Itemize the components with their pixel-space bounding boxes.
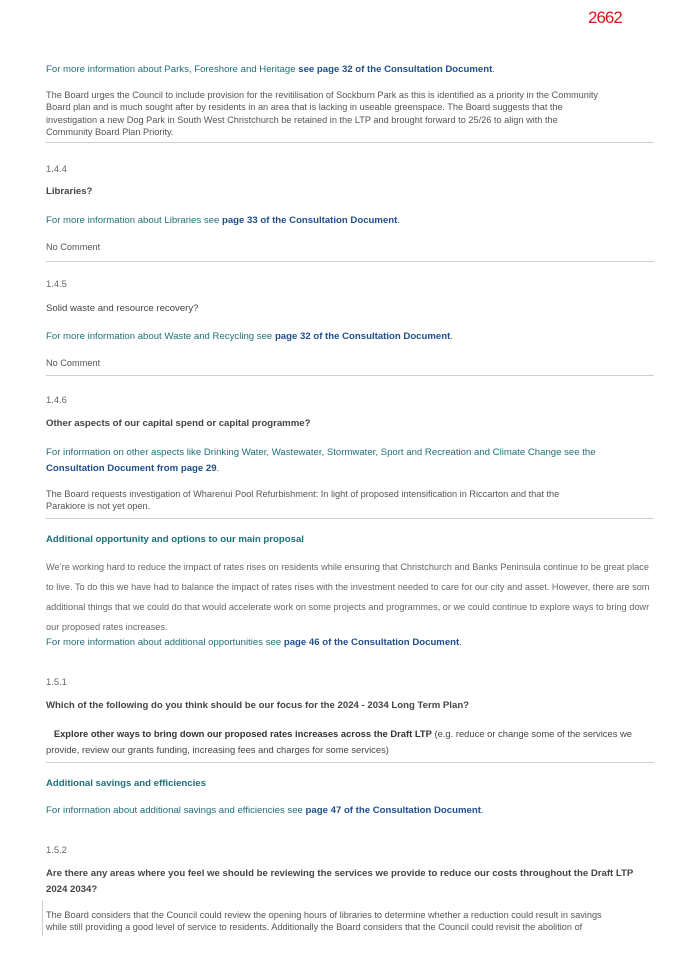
- question-number: 1.4.5: [46, 278, 67, 289]
- question-title: Which of the following do you think should be our focus for the 2024 - 2034 Long Term Plan?: [46, 700, 470, 711]
- info-text: .: [459, 637, 462, 648]
- info-text: .: [480, 805, 484, 816]
- section-title: Additional opportunity and options to our main proposal: [46, 534, 304, 545]
- waste-info-line: [46, 329, 453, 345]
- question-number: 1.5.2: [46, 844, 67, 855]
- question-title: Are there any areas where you feel we should be reviewing the services we provide to reduce our costs throughout the Draft LTP 2024 2034?: [46, 868, 634, 895]
- answer-text: No Comment: [46, 358, 101, 368]
- info-text: .: [216, 463, 220, 474]
- info-text: For information about additional savings and efficiencies see: [46, 805, 306, 816]
- document-reference-link[interactable]: page 47 of the Consultation Document: [305, 805, 481, 816]
- info-text: For more information about Libraries see: [46, 215, 222, 226]
- info-text: .: [450, 331, 453, 342]
- answer-text: The Board considers that the Council could review the opening hours of libraries to determine whether a reduction could result in savings while still providing a good level of service to residents. Additionally the Board considers that the Council could revisit the abolition of: [46, 910, 602, 933]
- question-number: 1.4.4: [46, 163, 67, 174]
- question-title: Libraries?: [46, 186, 93, 197]
- document-reference-link[interactable]: page 46 of the Consultation Document: [283, 637, 460, 648]
- divider: [46, 762, 654, 763]
- answer-text: The Board requests investigation of Wharenui Pool Refurbishment: In light of proposed intensification in Riccarton and that the Parakiore is not yet open.: [46, 489, 560, 512]
- info-text: .: [397, 215, 401, 226]
- libraries-info-line: [46, 213, 400, 229]
- capital-info-line: [46, 445, 654, 477]
- selected-option: [46, 726, 654, 758]
- info-text: For information on other aspects like Drinking Water, Wastewater, Stormwater, Sport and Recreation and Climate Change see the: [46, 447, 596, 458]
- document-reference-link[interactable]: Consultation Document from page 29: [46, 463, 217, 474]
- info-text: For more information about Parks, Foreshore and Heritage: [46, 64, 299, 75]
- document-reference-link[interactable]: page 33 of the Consultation Document: [221, 215, 398, 226]
- divider: [46, 261, 654, 262]
- savings-info-line: [46, 803, 484, 819]
- parks-info-line: [46, 62, 495, 78]
- divider: [46, 518, 654, 519]
- answer-text: No Comment: [46, 242, 101, 252]
- question-title: Solid waste and resource recovery?: [46, 303, 199, 314]
- info-text: .: [492, 64, 495, 75]
- opportunities-info-line: [46, 635, 462, 651]
- section-paragraph: We’re working hard to reduce the impact of rates rises on residents while ensuring that Christchurch and Banks Peninsula continue to be great place to live. To do this we have had to balance the impact of rates rises with the investment needed to care for our city and asset. However, there are som additional things that we could do that would accelerate work on some projects and programmes, or we could continue to explore ways to bring dowr our proposed rates increases.: [46, 562, 650, 632]
- selected-option-detail: (e.g. reduce or change some of the services we provide, review our grants funding, increasing fees and charges for some services): [46, 728, 632, 755]
- document-reference-link[interactable]: page 32 of the Consultation Document: [274, 331, 451, 342]
- info-text: For more information about Waste and Recycling see: [46, 331, 275, 342]
- divider: [46, 142, 654, 143]
- info-text: For more information about additional opportunities see: [46, 637, 284, 648]
- section-title: Additional savings and efficiencies: [46, 778, 206, 789]
- divider: [46, 375, 654, 376]
- parks-comment: The Board urges the Council to include provision for the revitilisation of Sockburn Park as this is identified as a priority in the Community Board plan and is much sought after by residents in an area that is lacking in useable greenspace. The Board suggests that the investigation a new Dog Park in South West Christchurch be retained in the LTP and brought forward to 25/26 to align with the Community Board Plan Priority.: [46, 90, 599, 138]
- question-number: 1.5.1: [46, 676, 67, 687]
- question-title: Other aspects of our capital spend or capital programme?: [46, 418, 311, 429]
- selected-option-label: Explore other ways to bring down our proposed rates increases across the Draft LTP: [53, 728, 432, 739]
- answer-box-border: [42, 900, 43, 936]
- document-reference-link[interactable]: see page 32 of the Consultation Document: [298, 64, 493, 75]
- question-number: 1.4.6: [46, 394, 67, 405]
- page-number: 2662: [588, 8, 622, 27]
